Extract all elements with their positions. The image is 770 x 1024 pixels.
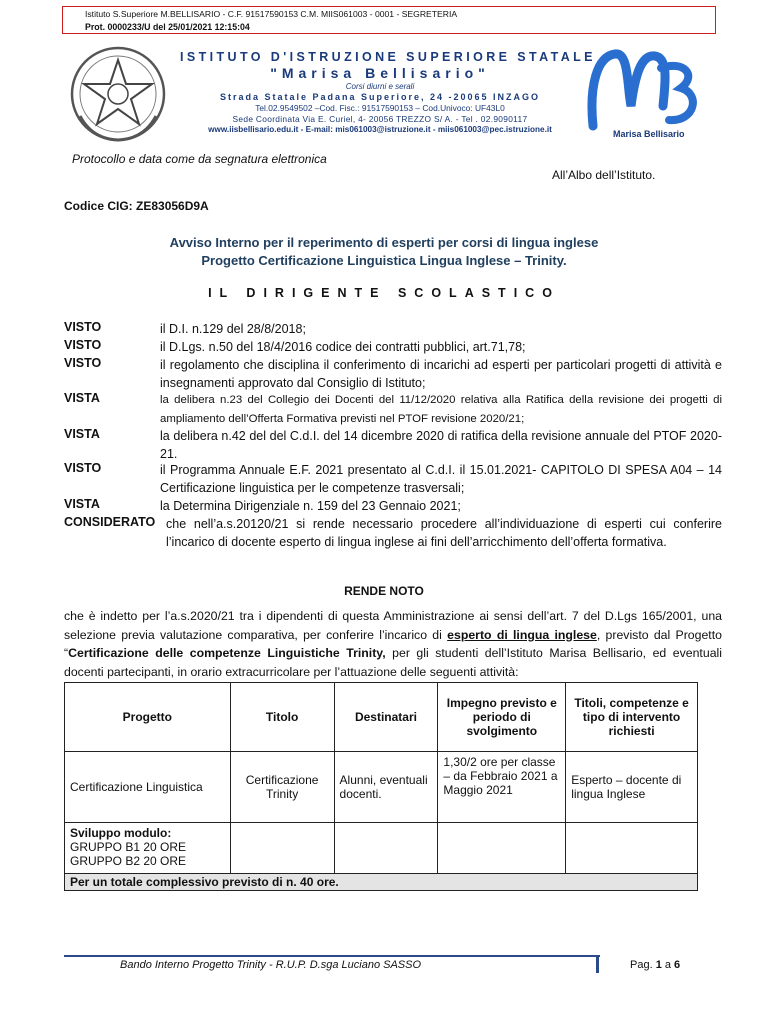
protocol-note: Protocollo e data come da segnatura elettronica (72, 152, 327, 166)
page-number (630, 959, 680, 971)
page-total: 6 (674, 959, 681, 971)
table-row (65, 823, 698, 874)
table-cell: Alunni, eventuali docenti. (334, 752, 438, 823)
table-header: Destinatari (334, 683, 438, 752)
table-cell: Certificazione Linguistica (65, 752, 231, 823)
mb-logo-icon (585, 46, 702, 144)
albo-recipient: All’Albo dell’Istituto. (552, 168, 656, 182)
paragraph-text: per gli studenti dell’Istituto Marisa Bellisario, ed eventuali docenti partecipanti, in orario extracurricolare per l’attuazione delle seguenti attività: (64, 646, 722, 679)
republic-emblem-icon (62, 44, 174, 148)
protocol-stamp (62, 6, 716, 34)
table-cell (438, 823, 566, 874)
visto-text: il Programma Annuale E.F. 2021 presentato al C.d.I. il 15.01.2021- CAPITOLO DI SPESA A04 – 14 Certificazione linguistica per le competenze trasversali; (160, 463, 722, 495)
module-group: GRUPPO B2 20 ORE (70, 854, 187, 868)
notice-title-line-2: Progetto Certificazione Linguistica Lingua Inglese – Trinity. (201, 253, 567, 268)
page-current: 1 (655, 959, 662, 971)
footer-divider (596, 955, 599, 973)
vista-label: VISTA (64, 391, 100, 405)
dirigente-heading: IL DIRIGENTE SCOLASTICO (208, 286, 560, 300)
institute-address: Strada Statale Padana Superiore, 24 -20065 INZAGO (219, 92, 541, 102)
footer-divider (64, 955, 600, 957)
table-cell: 1,30/2 ore per classe – da Febbraio 2021 a Maggio 2021 (438, 752, 566, 823)
courses-note: Corsi diurni e serali (345, 82, 415, 91)
paragraph-emphasis: esperto di lingua inglese (447, 627, 597, 642)
paragraph-emphasis: Certificazione delle competenze Linguistiche Trinity, (68, 646, 386, 660)
vista-label: VISTA (64, 497, 100, 511)
institute-phone: Tel.02.9549502 –Cod. Fisc.: 91517590153 – Cod.Univoco: UF43L0 (255, 103, 505, 113)
letterhead (62, 44, 702, 148)
vista-text: la delibera n.42 del del C.d.I. del 14 dicembre 2020 di ratifica della revisione annuale del PTOF 2020-21. (160, 429, 722, 461)
table-cell (334, 823, 438, 874)
visto-label: VISTO (64, 461, 102, 475)
visto-text: il D.Lgs. n.50 del 18/4/2016 codice dei contratti pubblici, art.71,78; (160, 340, 526, 354)
logo-caption: Marisa Bellisario (613, 129, 685, 139)
notice-title (64, 234, 704, 270)
paragraph-text: , previsto dal Progetto “ (64, 627, 722, 660)
institute-heading: ISTITUTO D'ISTRUZIONE SUPERIORE STATALE (180, 50, 596, 64)
table-total: Per un totale complessivo previsto di n. 40 ore. (65, 874, 698, 891)
table-cell (65, 823, 231, 874)
institute-name: "Marisa Bellisario" (270, 65, 490, 81)
table-total-row (65, 874, 698, 891)
paragraph-text: che è indetto per l’a.s.2020/21 tra i dipendenti di questa Amministrazione ai sensi dell’art. 7 del D.Lgs 165/2001, una selezione previa valutazione comparativa, per conferire l’incarico di (64, 609, 722, 642)
notice-paragraph (64, 607, 722, 681)
activities-table (64, 682, 698, 891)
visto-label: VISTO (64, 320, 102, 334)
table-header: Progetto (65, 683, 231, 752)
module-title: Sviluppo modulo: (70, 826, 172, 840)
footer-text: Bando Interno Progetto Trinity - R.U.P. D.sga Luciano SASSO (120, 959, 422, 971)
table-header: Impegno previsto e periodo di svolgimento (438, 683, 566, 752)
table-row (65, 752, 698, 823)
visto-text: il regolamento che disciplina il conferimento di incarichi ad esperti per particolari progetti di attività e insegnamenti approvato dal Consiglio di Istituto; (160, 358, 722, 390)
vista-label: VISTA (64, 427, 100, 441)
considerato-label: CONSIDERATO (64, 515, 156, 529)
letterhead-text (180, 50, 596, 134)
visto-label: VISTO (64, 338, 102, 352)
vista-text: la delibera n.23 del Collegio dei Docenti del 11/12/2020 relativa alla Ratifica della revisione dei progetti di ampliamento dell’Offerta Formativa previsti nel PTOF revisione 2020/21; (160, 394, 722, 425)
stamp-line-1: Istituto S.Superiore M.BELLISARIO - C.F. 91517590153 C.M. MIIS061003 - 0001 - SEGRETERIA (85, 9, 458, 19)
considerato-text: che nell’a.s.20120/21 si rende necessario procedere all’individuazione di esperti cui conferire l’incarico di docente esperto di lingua inglese ai fini dell’arricchimento dell’offerta formativa. (166, 517, 722, 549)
institute-web-email: www.iisbellisario.edu.it - E-mail: mis061003@istruzione.it - miis061003@pec.istruzione.it (208, 125, 552, 134)
page-sep: a (661, 959, 675, 971)
stamp-line-2: Prot. 0000233/U del 25/01/2021 12:15:04 (85, 22, 250, 32)
table-cell (230, 823, 334, 874)
table-cell (566, 823, 698, 874)
cig-code: Codice CIG: ZE83056D9A (64, 199, 209, 213)
visto-text: il D.I. n.129 del 28/8/2018; (160, 322, 306, 336)
rende-noto-heading: RENDE NOTO (344, 584, 424, 598)
page-prefix: Pag. (630, 959, 656, 971)
vista-text: la Determina Dirigenziale n. 159 del 23 Gennaio 2021; (160, 499, 461, 513)
table-cell: Esperto – docente di lingua Inglese (566, 752, 698, 823)
module-group: GRUPPO B1 20 ORE (70, 840, 187, 854)
table-header: Titoli, competenze e tipo di intervento richiesti (566, 683, 698, 752)
table-header-row (65, 683, 698, 752)
table-header: Titolo (230, 683, 334, 752)
visto-label: VISTO (64, 356, 102, 370)
table-cell: Certificazione Trinity (230, 752, 334, 823)
notice-title-line-1: Avviso Interno per il reperimento di esperti per corsi di lingua inglese (169, 235, 599, 250)
coordinated-site: Sede Coordinata Via E. Curiel, 4- 20056 TREZZO S/ A. - Tel . 02.9090117 (232, 114, 528, 124)
